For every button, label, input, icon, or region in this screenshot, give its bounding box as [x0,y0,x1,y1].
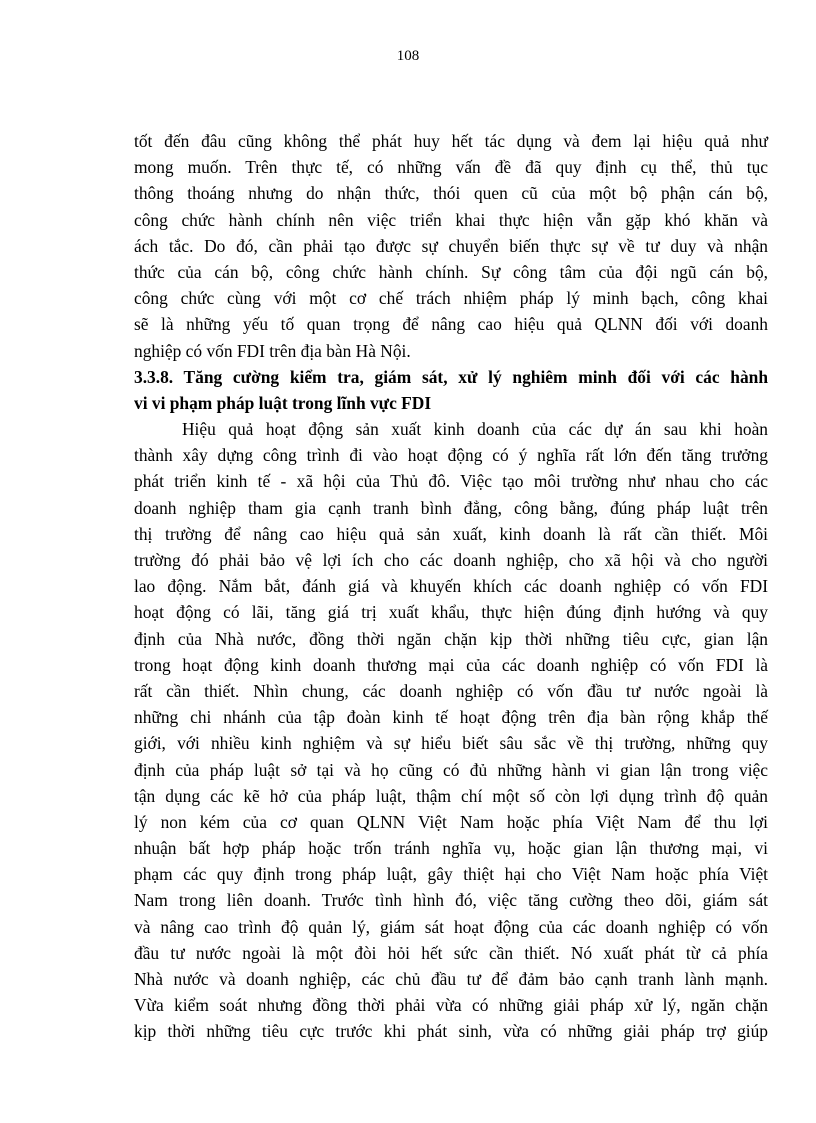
text-line: nghiệp có vốn FDI trên địa bàn Hà Nội. [134,340,411,361]
paragraph-intro [134,128,768,364]
text-line: thức của cán bộ, công chức hành chính. Sự công tâm của đội ngũ cán bộ, [134,261,768,282]
text-line: giới, với nhiều kinh nghiệm và sự hiểu biết sâu sắc về thị trường, những quy [134,733,768,754]
text-line: những chi nhánh của tập đoàn kinh tế hoạt động trên địa bàn rộng khắp thế [134,707,768,728]
text-line: công chức hành chính nên việc triển khai thực hiện vẫn gặp khó khăn và [134,209,768,230]
text-line: kịp thời những tiêu cực trước khi phát sinh, vừa có những giải pháp trợ giúp [134,1021,768,1042]
text-line: trong hoạt động kinh doanh thương mại của các doanh nghiệp có vốn FDI là [134,654,768,675]
text-line: tốt đến đâu cũng không thể phát huy hết tác dụng và đem lại hiệu quả như [134,131,768,151]
text-line: Nhà nước và doanh nghiệp, các chủ đầu tư để đảm bảo cạnh tranh lành mạnh. [134,969,768,989]
text-line: Hiệu quả hoạt động sản xuất kinh doanh của các dự án sau khi hoàn [182,419,768,440]
heading-line: 3.3.8. Tăng cường kiểm tra, giám sát, xử lý nghiêm minh đối với các hành [134,366,768,387]
text-line: đầu tư nước ngoài là một đòi hỏi hết sức cần thiết. Nó xuất phát từ cả phía [134,942,768,963]
text-line: lý non kém của cơ quan QLNN Việt Nam hoặc phía Việt Nam để thu lợi [134,811,768,832]
text-line: thông thoáng nhưng do nhận thức, thói quen cũ của một bộ phận cán bộ, [134,183,768,204]
paragraph-main [134,416,768,1045]
text-line: doanh nghiệp tham gia cạnh tranh bình đẳng, công bằng, đúng pháp luật trên [134,497,768,518]
text-line: định của Nhà nước, đồng thời ngăn chặn kịp thời những tiêu cực, gian lận [134,628,768,649]
text-line: Nam trong liên doanh. Trước tình hình đó, việc tăng cường theo dõi, giám sát [134,890,768,911]
page-number: 108 [396,48,420,64]
section-heading [134,364,768,416]
text-line: trường đó phải bảo vệ lợi ích cho các doanh nghiệp, cho xã hội và cho người [134,550,768,570]
text-line: rất cần thiết. Nhìn chung, các doanh nghiệp có vốn đầu tư nước ngoài là [134,680,768,701]
heading-line: vi vi phạm pháp luật trong lĩnh vực FDI [134,392,432,413]
text-line: phát triển kinh tế - xã hội của Thủ đô. Việc tạo môi trường như nhau cho các [134,471,768,492]
text-line: định của pháp luật sở tại và họ cũng có đủ những hành vi gian lận trong việc [134,759,768,780]
text-line: Vừa kiểm soát nhưng đồng thời phải vừa có những giải pháp xử lý, ngăn chặn [134,995,768,1016]
text-line: ách tắc. Do đó, cần phải tạo được sự chuyển biến thực sự về tư duy và nhận [134,235,768,256]
text-line: và nâng cao trình độ quản lý, giám sát hoạt động của các doanh nghiệp có vốn [134,916,768,937]
text-line: phạm các quy định trong pháp luật, gây thiệt hại cho Việt Nam hoặc phía Việt [134,864,768,885]
text-line: thị trường để nâng cao hiệu quả sản xuất, kinh doanh là rất cần thiết. Môi [134,523,768,544]
text-line: sẽ là những yếu tố quan trọng để nâng cao hiệu quả QLNN đối với doanh [134,314,768,335]
text-line: nhuận bất hợp pháp hoặc trốn tránh nghĩa vụ, hoặc gian lận thương mại, vi [134,838,768,859]
text-line: thành xây dựng công trình đi vào hoạt động có ý nghĩa rất lớn đến tăng trưởng [134,445,768,466]
text-line: mong muốn. Trên thực tế, có những vấn đề đã quy định cụ thể, thủ tục [134,157,768,178]
text-line: hoạt động có lãi, tăng giá trị xuất khẩu, thực hiện đúng định hướng và quy [134,602,768,623]
text-line: công chức cùng với một cơ chế trách nhiệm pháp lý minh bạch, công khai [134,288,768,309]
page-body [134,128,768,1045]
text-line: lao động. Nắm bắt, đánh giá và khuyến khích các doanh nghiệp có vốn FDI [134,576,768,597]
text-line: tận dụng các kẽ hở của pháp luật, thậm chí một số còn lợi dụng trình độ quản [134,785,768,806]
